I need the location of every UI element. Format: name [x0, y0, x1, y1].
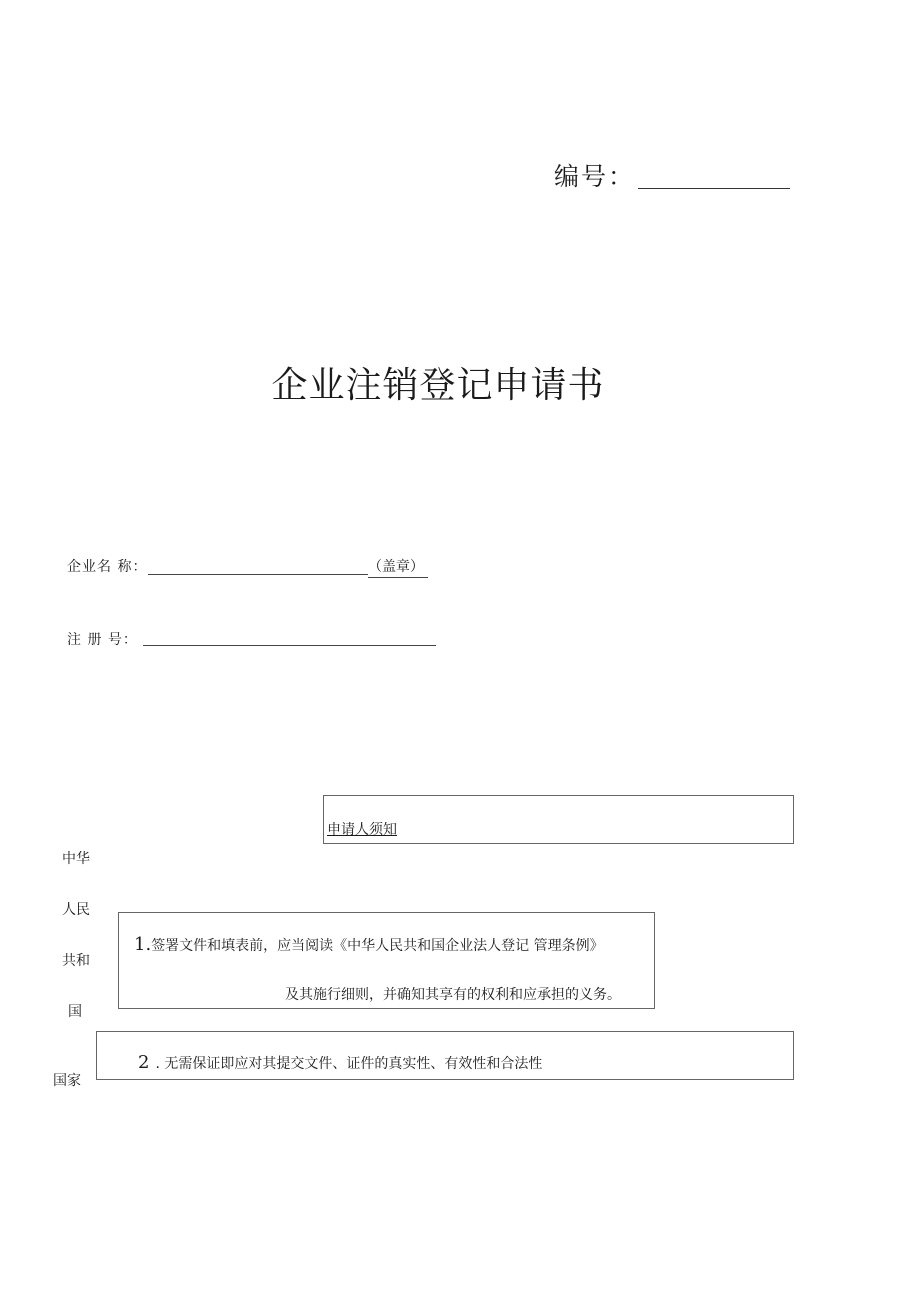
company-name-label: 企业名 称：	[67, 559, 148, 575]
notice-item-1-line-2: 及其施行细则，并确知其享有的权利和应承担的义务。	[285, 987, 621, 1003]
notice-item-2-text: . 无需保证即应对其提交文件、证件的真实性、有效性和合法性	[155, 1056, 543, 1072]
side-text-4: 国	[68, 1004, 82, 1020]
notice-item-1-text: 签署文件和填表前，应当阅读《中华人民共和国企业法人登记 管理条例》	[151, 938, 604, 954]
document-title: 企业注销登记申请书	[271, 365, 605, 406]
side-text-2: 人民	[62, 902, 90, 918]
notice-item-1-number: 1.	[134, 934, 152, 955]
notice-title: 申请人须知	[327, 822, 397, 838]
notice-item-1-line-1	[134, 934, 604, 957]
company-name-field[interactable]	[148, 574, 368, 575]
document-number-label: 编号：	[554, 162, 636, 191]
document-number-field[interactable]	[638, 188, 790, 189]
side-text-3: 共和	[62, 953, 90, 969]
notice-item-2-number: 2	[138, 1052, 150, 1073]
registration-number-field[interactable]	[143, 645, 436, 646]
seal-label: （盖章）	[368, 557, 428, 578]
notice-item-2-line	[138, 1052, 542, 1075]
side-text-5: 国家	[53, 1073, 81, 1089]
side-text-1: 中华	[62, 851, 90, 867]
registration-number-label: 注 册 号：	[67, 632, 138, 648]
